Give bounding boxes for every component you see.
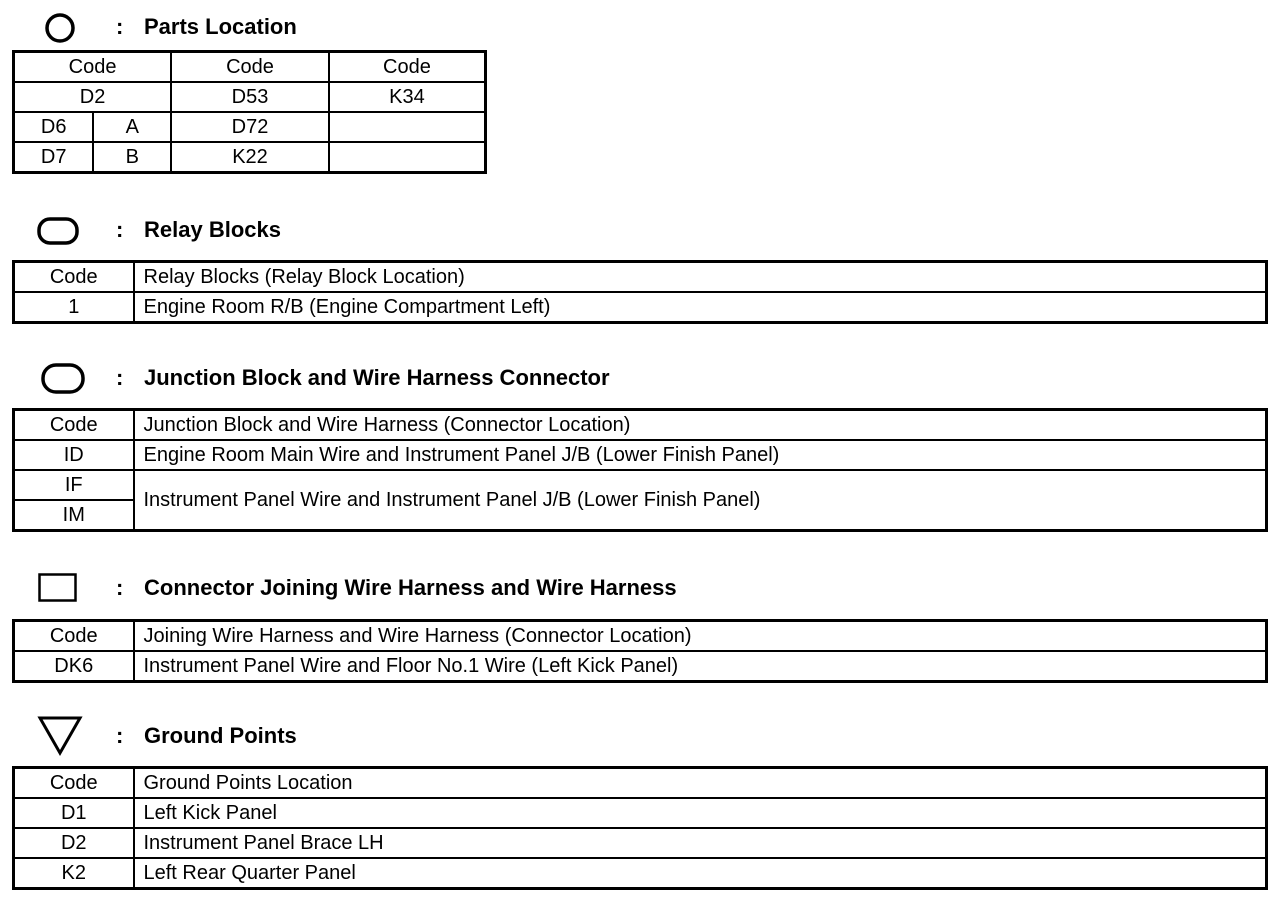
description-cell: Left Rear Quarter Panel <box>134 858 1267 889</box>
connector-joining-header <box>0 567 800 607</box>
code-cell: 1 <box>14 292 134 323</box>
code-cell: K2 <box>14 858 134 889</box>
header-cell: Code <box>14 410 134 441</box>
header-cell: Code <box>14 621 134 652</box>
table-row <box>14 262 1267 293</box>
table-row <box>14 82 486 112</box>
section-title: Connector Joining Wire Harness and Wire Harness <box>144 575 677 600</box>
description-cell: Engine Room Main Wire and Instrument Panel J/B (Lower Finish Panel) <box>134 440 1267 470</box>
header-cell: Code <box>14 52 172 83</box>
code-cell: K34 <box>329 82 486 112</box>
table-row <box>14 142 486 173</box>
colon: : <box>116 575 124 600</box>
code-cell: DK6 <box>14 651 134 682</box>
circle-icon <box>44 12 76 44</box>
header-cell: Junction Block and Wire Harness (Connector Location) <box>134 410 1267 441</box>
code-cell: D6 <box>14 112 94 142</box>
code-cell: D53 <box>171 82 329 112</box>
triangle-down-icon <box>37 715 83 757</box>
table-row <box>14 858 1267 889</box>
rounded-rect-icon <box>37 217 79 245</box>
colon: : <box>116 217 124 242</box>
code-cell: A <box>93 112 171 142</box>
table-row <box>14 470 1267 500</box>
code-cell: B <box>93 142 171 173</box>
code-cell: D72 <box>171 112 329 142</box>
colon: : <box>116 723 124 748</box>
code-cell: ID <box>14 440 134 470</box>
description-cell: Left Kick Panel <box>134 798 1267 828</box>
section-title: Ground Points <box>144 723 297 748</box>
header-cell: Ground Points Location <box>134 768 1267 799</box>
section-title: Parts Location <box>144 14 297 39</box>
description-cell: Instrument Panel Wire and Floor No.1 Wire (Left Kick Panel) <box>134 651 1267 682</box>
header-cell: Code <box>14 768 134 799</box>
junction-block-header <box>0 357 800 397</box>
junction-block-table <box>12 408 1268 532</box>
code-cell: IM <box>14 500 134 531</box>
description-cell: Instrument Panel Wire and Instrument Panel J/B (Lower Finish Panel) <box>134 470 1267 531</box>
rectangle-icon <box>38 573 78 603</box>
table-row <box>14 440 1267 470</box>
code-cell: D2 <box>14 82 172 112</box>
code-cell: D7 <box>14 142 94 173</box>
table-row <box>14 768 1267 799</box>
table-row <box>14 651 1267 682</box>
table-row <box>14 52 486 83</box>
table-row <box>14 292 1267 323</box>
table-row <box>14 828 1267 858</box>
header-cell: Code <box>14 262 134 293</box>
empty-cell <box>329 142 486 173</box>
header-cell: Code <box>329 52 486 83</box>
code-cell: K22 <box>171 142 329 173</box>
parts-location-header <box>0 6 600 46</box>
header-cell: Relay Blocks (Relay Block Location) <box>134 262 1267 293</box>
table-row <box>14 410 1267 441</box>
oval-icon <box>41 363 85 395</box>
table-row <box>14 112 486 142</box>
colon: : <box>116 14 124 39</box>
code-cell: D2 <box>14 828 134 858</box>
colon: : <box>116 365 124 390</box>
section-title: Junction Block and Wire Harness Connector <box>144 365 610 390</box>
ground-points-table <box>12 766 1268 890</box>
description-cell: Instrument Panel Brace LH <box>134 828 1267 858</box>
code-cell: IF <box>14 470 134 500</box>
header-cell: Code <box>171 52 329 83</box>
description-cell: Engine Room R/B (Engine Compartment Left) <box>134 292 1267 323</box>
header-cell: Joining Wire Harness and Wire Harness (Connector Location) <box>134 621 1267 652</box>
code-cell: D1 <box>14 798 134 828</box>
parts-location-table <box>12 50 487 174</box>
table-row <box>14 621 1267 652</box>
table-row <box>14 798 1267 828</box>
section-title: Relay Blocks <box>144 217 281 242</box>
ground-points-header <box>0 715 600 755</box>
relay-blocks-table <box>12 260 1268 324</box>
relay-blocks-header <box>0 209 600 249</box>
empty-cell <box>329 112 486 142</box>
connector-joining-table <box>12 619 1268 683</box>
